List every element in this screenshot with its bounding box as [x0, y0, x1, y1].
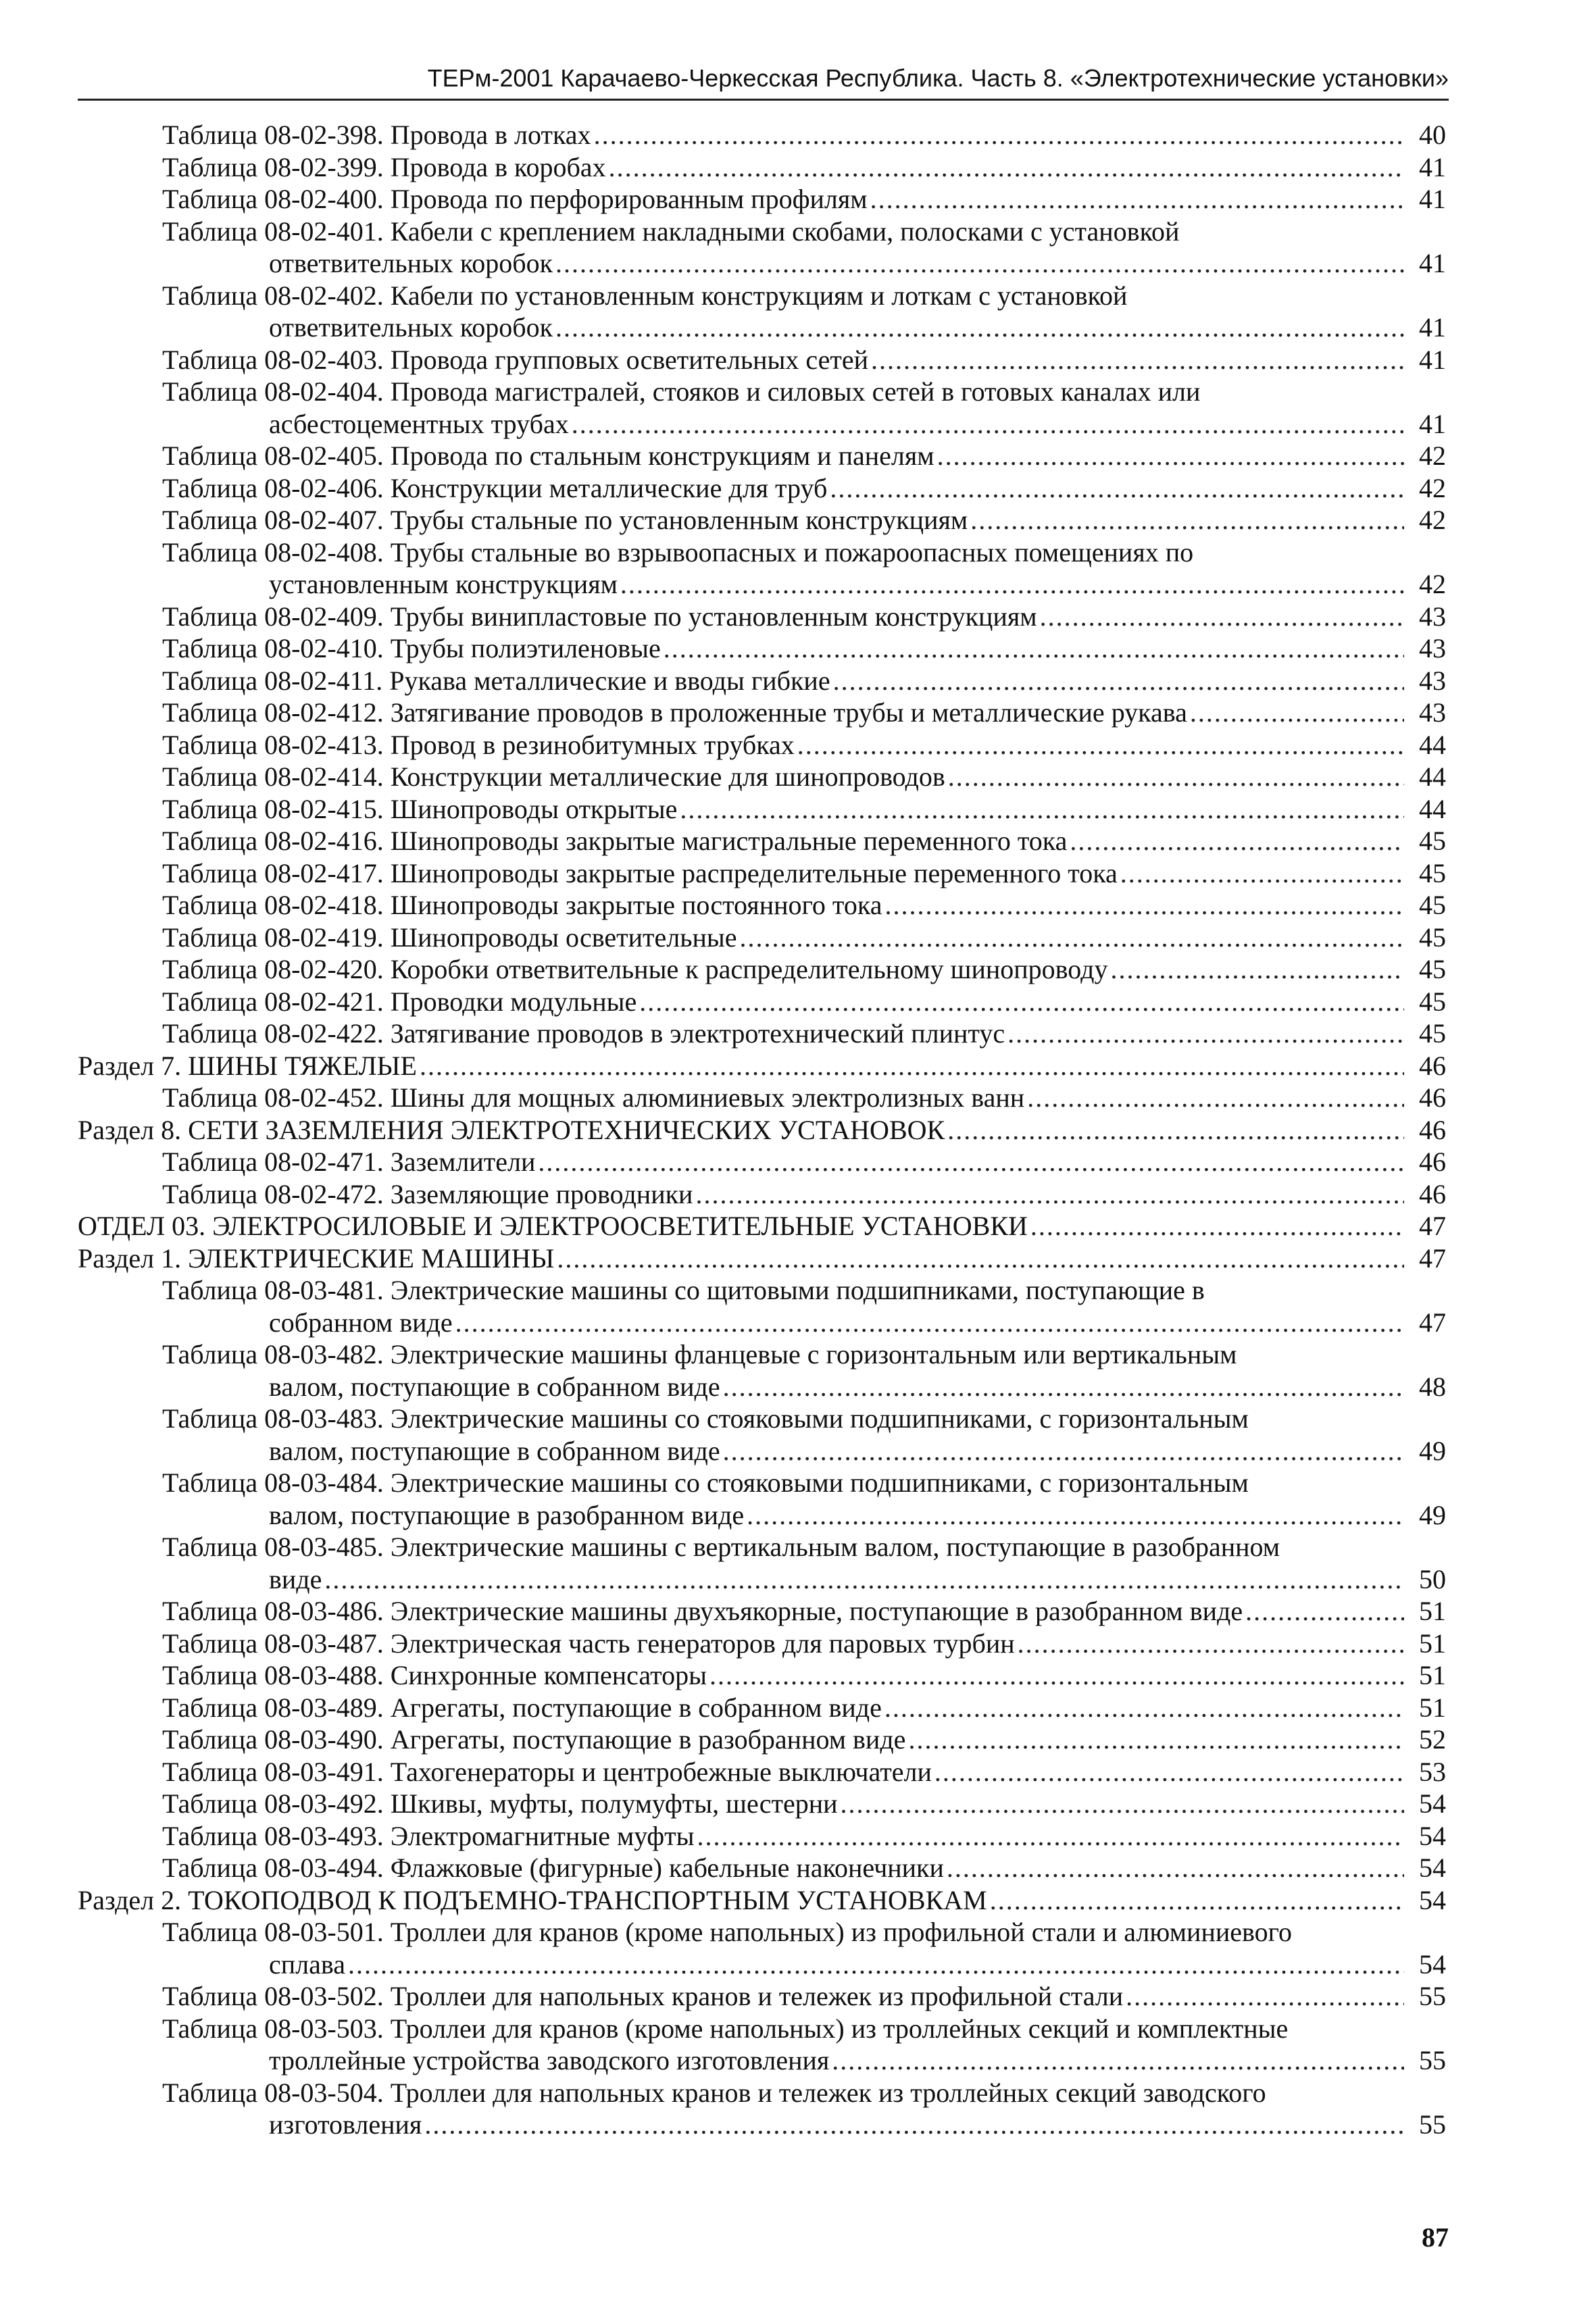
toc-page-number: 44	[1419, 729, 1446, 760]
dot-leader	[1007, 1017, 1404, 1050]
dot-leader	[697, 1820, 1404, 1853]
toc-entry-title: изготовления	[269, 2109, 424, 2141]
toc-entry-line	[162, 986, 1446, 1018]
toc-entry-line	[162, 1403, 1446, 1435]
toc-entry	[78, 1467, 1446, 1531]
toc-entry-title: Таблица 08-02-414. Конструкции металлические для шинопроводов	[162, 761, 948, 793]
toc-page-number: 49	[1419, 1435, 1446, 1466]
toc-page-number: 41	[1419, 248, 1446, 278]
toc-entry-title: Таблица 08-02-399. Провода в коробах	[162, 151, 609, 184]
toc-page-number: 45	[1419, 954, 1446, 984]
dot-leader	[990, 1884, 1404, 1917]
toc-entry-title: Таблица 08-03-487. Электрическая часть генераторов для паровых турбин	[162, 1628, 1018, 1660]
toc-entry-line	[162, 568, 1446, 601]
toc-page-number: 43	[1419, 633, 1446, 663]
toc-page-number: 51	[1419, 1596, 1446, 1626]
toc-entry-line	[162, 601, 1446, 633]
toc-entry-title: Таблица 08-03-489. Агрегаты, поступающие в собранном виде	[162, 1692, 884, 1724]
toc-page-number: 42	[1419, 441, 1446, 471]
toc-entry-line	[162, 2109, 1446, 2141]
toc-entry-title: Таблица 08-03-486. Электрические машины двухъякорные, поступающие в разобранном виде	[162, 1595, 1245, 1628]
toc-entry-title: Таблица 08-02-417. Шинопроводы закрытые распределительные переменного тока	[162, 857, 1120, 890]
dot-leader	[1040, 601, 1404, 633]
toc-entry	[78, 1017, 1446, 1050]
toc-entry-line	[162, 1082, 1446, 1114]
toc-entry-line	[162, 825, 1446, 857]
toc-entry-title: Таблица 08-03-494. Флажковые (фигурные) кабельные наконечники	[162, 1852, 947, 1884]
toc-page-number: 45	[1419, 890, 1446, 920]
toc-entry	[78, 1659, 1446, 1692]
toc-entry-line	[162, 344, 1446, 376]
toc-entry-title: Таблица 08-02-421. Проводки модульные	[162, 986, 639, 1018]
dot-leader	[740, 922, 1405, 954]
toc-page-number: 45	[1419, 1018, 1446, 1049]
dot-leader	[884, 889, 1404, 922]
toc-entry-line	[162, 1274, 1446, 1307]
toc-entry-title: Таблица 08-02-404. Провода магистралей, стояков и силовых сетей в готовых каналах или	[162, 376, 1201, 407]
toc-entry	[78, 665, 1446, 697]
toc-entry-line	[162, 1724, 1446, 1756]
toc-entry-line	[162, 1628, 1446, 1660]
toc-entry-title: Таблица 08-03-482. Электрические машины фланцевые с горизонтальным или вертикальным	[162, 1339, 1237, 1369]
toc-page-number: 43	[1419, 697, 1446, 728]
toc-entry	[78, 151, 1446, 184]
toc-entry-title: троллейные устройства заводского изготовления	[269, 2044, 832, 2077]
dot-leader	[455, 1307, 1404, 1339]
dot-leader	[557, 1242, 1404, 1275]
toc-entry	[78, 953, 1446, 986]
toc-entry	[78, 761, 1446, 793]
toc-entry-line	[162, 472, 1446, 505]
toc-entry-title: Таблица 08-03-483. Электрические машины со стояковыми подшипниками, с горизонтальным	[162, 1403, 1249, 1434]
toc-page-number: 55	[1419, 2109, 1446, 2140]
toc-entry	[78, 344, 1446, 376]
toc-page-number: 51	[1419, 1692, 1446, 1723]
toc-entry-title: валом, поступающие в собранном виде	[269, 1435, 723, 1467]
toc-entry-title: Таблица 08-02-412. Затягивание проводов в проложенные трубы и металлические рукава	[162, 697, 1190, 729]
toc-entry	[78, 1210, 1446, 1242]
toc-entry	[78, 889, 1446, 922]
toc-entry	[78, 922, 1446, 954]
toc-entry-line	[162, 119, 1446, 151]
dot-leader	[908, 1724, 1404, 1756]
toc-page-number: 51	[1419, 1628, 1446, 1659]
toc-entry-title: Таблица 08-03-493. Электромагнитные муфты	[162, 1820, 697, 1853]
toc-page-number: 53	[1419, 1756, 1446, 1787]
toc-entry-line	[162, 408, 1446, 441]
toc-entry	[78, 1595, 1446, 1628]
toc-entry-title: Таблица 08-02-408. Трубы стальные во взрывоопасных и пожароопасных помещениях по	[162, 536, 1194, 568]
toc-entry	[78, 2013, 1446, 2077]
dot-leader	[723, 1435, 1404, 1467]
toc-entry-line	[162, 1756, 1446, 1788]
toc-page-number: 46	[1419, 1114, 1446, 1145]
toc-page-number: 46	[1419, 1147, 1446, 1177]
dot-leader	[948, 761, 1404, 793]
dot-leader	[424, 2109, 1404, 2141]
toc-entry-line	[162, 1178, 1446, 1211]
toc-entry-line	[162, 632, 1446, 665]
toc-entry-line	[162, 1531, 1446, 1563]
dot-leader	[937, 440, 1404, 472]
dot-leader	[871, 344, 1404, 376]
toc-entry-line	[162, 1467, 1446, 1499]
dot-leader	[870, 183, 1404, 216]
toc-entry-line	[78, 1242, 1446, 1275]
toc-entry-line	[162, 1980, 1446, 2013]
toc-entry	[78, 1338, 1446, 1403]
toc-entry-line	[162, 1435, 1446, 1467]
toc-entry	[78, 1050, 1446, 1082]
dot-leader	[680, 793, 1404, 826]
toc-page-number: 46	[1419, 1178, 1446, 1209]
toc-entry-title: Таблица 08-02-398. Провода в лотках	[162, 119, 594, 151]
toc-entry	[78, 1628, 1446, 1660]
toc-page-number: 54	[1419, 1788, 1446, 1819]
dot-leader	[747, 1499, 1404, 1532]
toc-entry	[78, 1980, 1446, 2013]
toc-entry	[78, 472, 1446, 505]
toc-entry-line	[162, 1017, 1446, 1050]
toc-entry-title: Таблица 08-03-491. Тахогенераторы и центробежные выключатели	[162, 1756, 934, 1788]
toc-entry-line	[162, 280, 1446, 312]
toc-page-number: 47	[1419, 1307, 1446, 1338]
toc-entry-title: Раздел 7. ШИНЫ ТЯЖЕЛЫЕ	[78, 1050, 420, 1082]
toc-entry-line	[162, 1659, 1446, 1692]
toc-page-number: 43	[1419, 665, 1446, 696]
toc-entry-line	[78, 1114, 1446, 1147]
toc-entry	[78, 183, 1446, 216]
toc-page-number: 47	[1419, 1242, 1446, 1274]
dot-leader	[830, 472, 1404, 505]
toc-entry	[78, 1274, 1446, 1338]
dot-leader	[709, 1659, 1404, 1692]
dot-leader	[1070, 825, 1404, 857]
toc-entry-title: Таблица 08-02-452. Шины для мощных алюминиевых электролизных ванн	[162, 1082, 1027, 1114]
toc-entry-line	[162, 729, 1446, 761]
toc-entry-line	[162, 1307, 1446, 1339]
dot-leader	[797, 729, 1404, 761]
page-number: 87	[1422, 2222, 1449, 2253]
toc-entry-title: ответвительных коробок	[269, 311, 555, 344]
toc-page-number: 44	[1419, 793, 1446, 824]
toc-entry-title: Раздел 8. СЕТИ ЗАЗЕМЛЕНИЯ ЭЛЕКТРОТЕХНИЧЕСКИХ УСТАНОВОК	[78, 1114, 947, 1147]
dot-leader	[1030, 1210, 1404, 1242]
toc-entry-line	[162, 2044, 1446, 2077]
toc-entry-line	[162, 857, 1446, 890]
dot-leader	[348, 1948, 1404, 1981]
toc-entry-title: Таблица 08-03-490. Агрегаты, поступающие в разобранном виде	[162, 1724, 908, 1756]
dot-leader	[1018, 1628, 1404, 1660]
table-of-contents	[78, 119, 1446, 2141]
toc-entry-title: Таблица 08-02-413. Провод в резинобитумных трубках	[162, 729, 797, 761]
toc-entry-line	[162, 247, 1446, 280]
toc-entry	[78, 697, 1446, 729]
toc-entry	[78, 1146, 1446, 1178]
toc-entry-line	[78, 1050, 1446, 1082]
toc-page-number: 46	[1419, 1082, 1446, 1113]
toc-entry	[78, 601, 1446, 633]
toc-page-number: 42	[1419, 505, 1446, 535]
toc-entry-title: Таблица 08-02-406. Конструкции металлические для труб	[162, 472, 830, 505]
toc-entry-line	[162, 697, 1446, 729]
toc-page-number: 46	[1419, 1050, 1446, 1081]
toc-entry-line	[162, 1788, 1446, 1820]
toc-entry-title: Таблица 08-02-420. Коробки ответвительные к распределительному шинопроводу	[162, 953, 1110, 986]
toc-entry	[78, 729, 1446, 761]
toc-entry	[78, 1692, 1446, 1724]
toc-entry-line	[162, 151, 1446, 184]
dot-leader	[832, 2044, 1404, 2077]
toc-entry-title: валом, поступающие в собранном виде	[269, 1371, 723, 1403]
toc-entry-line	[162, 311, 1446, 344]
toc-entry-title: Раздел 1. ЭЛЕКТРИЧЕСКИЕ МАШИНЫ	[78, 1242, 557, 1275]
toc-entry-title: собранном виде	[269, 1307, 455, 1339]
toc-entry	[78, 1788, 1446, 1820]
toc-entry	[78, 1403, 1446, 1467]
toc-entry	[78, 1082, 1446, 1114]
toc-entry	[78, 1242, 1446, 1275]
dot-leader	[947, 1114, 1404, 1147]
toc-entry-title: Таблица 08-02-419. Шинопроводы осветительные	[162, 922, 740, 954]
running-title: ТЕРм-2001 Карачаево-Черкесская Республика. Часть 8. «Электротехнические установки»	[427, 64, 1449, 92]
toc-entry	[78, 504, 1446, 536]
dot-leader	[947, 1852, 1404, 1884]
toc-page-number: 52	[1419, 1724, 1446, 1755]
toc-entry-line	[162, 2077, 1446, 2109]
toc-entry	[78, 1852, 1446, 1884]
toc-entry	[78, 216, 1446, 280]
dot-leader	[555, 247, 1404, 280]
toc-page-number: 48	[1419, 1371, 1446, 1402]
toc-entry-line	[162, 1338, 1446, 1371]
toc-entry-line	[162, 953, 1446, 986]
toc-entry-title: Таблица 08-02-401. Кабели с креплением накладными скобами, полосками с установкой	[162, 216, 1180, 247]
toc-entry-title: установленным конструкциям	[269, 568, 620, 601]
toc-entry-title: Таблица 08-02-418. Шинопроводы закрытые постоянного тока	[162, 889, 884, 922]
dot-leader	[833, 665, 1404, 697]
dot-leader	[324, 1563, 1404, 1596]
toc-entry	[78, 857, 1446, 890]
toc-entry-title: ОТДЕЛ 03. ЭЛЕКТРОСИЛОВЫЕ И ЭЛЕКТРООСВЕТИТЕЛЬНЫЕ УСТАНОВКИ	[78, 1210, 1030, 1242]
dot-leader	[841, 1788, 1404, 1820]
dot-leader	[1027, 1082, 1404, 1114]
toc-entry-title: Таблица 08-03-485. Электрические машины с вертикальным валом, поступающие в разобранном	[162, 1532, 1280, 1562]
toc-entry-title: Таблица 08-02-415. Шинопроводы открытые	[162, 793, 680, 826]
toc-entry-title: Таблица 08-02-409. Трубы винипластовые по установленным конструкциям	[162, 601, 1040, 633]
toc-entry-title: Таблица 08-02-472. Заземляющие проводники	[162, 1178, 695, 1211]
toc-page-number: 45	[1419, 922, 1446, 953]
toc-page-number: 55	[1419, 1981, 1446, 2011]
toc-entry-line	[162, 1563, 1446, 1596]
toc-entry-title: Таблица 08-02-405. Провода по стальным конструкциям и панелям	[162, 440, 937, 472]
toc-page-number: 55	[1419, 2045, 1446, 2076]
toc-entry	[78, 793, 1446, 826]
dot-leader	[695, 1178, 1404, 1211]
dot-leader	[1110, 953, 1404, 986]
toc-entry-line	[162, 1146, 1446, 1178]
toc-entry-title: асбестоцементных трубах	[269, 408, 572, 441]
toc-entry-title: Таблица 08-03-481. Электрические машины со щитовыми подшипниками, поступающие в	[162, 1275, 1205, 1305]
toc-entry-line	[162, 665, 1446, 697]
toc-entry-title: Таблица 08-02-402. Кабели по установленным конструкциям и лоткам с установкой	[162, 280, 1128, 311]
toc-page-number: 44	[1419, 761, 1446, 792]
toc-entry	[78, 1178, 1446, 1211]
dot-leader	[664, 632, 1404, 665]
toc-page-number: 47	[1419, 1211, 1446, 1241]
toc-entry	[78, 1884, 1446, 1917]
toc-page-number: 41	[1419, 408, 1446, 439]
toc-entry-title: Таблица 08-02-403. Провода групповых осветительных сетей	[162, 344, 871, 376]
dot-leader	[1126, 1980, 1404, 2013]
toc-entry-line	[162, 761, 1446, 793]
toc-entry	[78, 1724, 1446, 1756]
dot-leader	[572, 408, 1404, 441]
toc-entry-title: Таблица 08-03-484. Электрические машины со стояковыми подшипниками, с горизонтальным	[162, 1467, 1249, 1498]
toc-entry-title: Таблица 08-03-503. Троллеи для кранов (кроме напольных) из троллейных секций и комплектные	[162, 2013, 1289, 2044]
dot-leader	[723, 1371, 1404, 1403]
dot-leader	[639, 986, 1404, 1018]
toc-page-number: 45	[1419, 826, 1446, 856]
toc-entry	[78, 986, 1446, 1018]
dot-leader	[538, 1146, 1404, 1178]
toc-entry-title: валом, поступающие в разобранном виде	[269, 1499, 747, 1532]
toc-page-number: 54	[1419, 1820, 1446, 1851]
toc-page-number: 45	[1419, 857, 1446, 888]
toc-page-number: 42	[1419, 569, 1446, 599]
toc-entry-line	[162, 2013, 1446, 2045]
toc-page-number: 49	[1419, 1499, 1446, 1530]
toc-page-number: 54	[1419, 1853, 1446, 1883]
toc-entry	[78, 440, 1446, 472]
toc-entry	[78, 1531, 1446, 1595]
toc-page-number: 41	[1419, 184, 1446, 214]
toc-entry-title: Таблица 08-02-411. Рукава металлические и вводы гибкие	[162, 665, 833, 697]
toc-entry	[78, 1916, 1446, 1980]
toc-entry-title: Таблица 08-02-416. Шинопроводы закрытые магистральные переменного тока	[162, 825, 1070, 857]
toc-entry-title: ответвительных коробок	[269, 247, 555, 280]
toc-entry	[78, 536, 1446, 601]
toc-entry-line	[78, 1210, 1446, 1242]
dot-leader	[420, 1050, 1404, 1082]
toc-entry	[78, 119, 1446, 151]
toc-page-number: 54	[1419, 1884, 1446, 1915]
toc-entry-line	[162, 376, 1446, 408]
toc-entry-line	[78, 1884, 1446, 1917]
dot-leader	[1190, 697, 1404, 729]
toc-entry	[78, 2077, 1446, 2141]
toc-page-number: 50	[1419, 1563, 1446, 1594]
toc-entry-line	[162, 183, 1446, 216]
toc-entry-line	[162, 440, 1446, 472]
toc-entry-line	[162, 889, 1446, 922]
toc-entry	[78, 1756, 1446, 1788]
toc-entry-title: Таблица 08-03-492. Шкивы, муфты, полумуфты, шестерни	[162, 1788, 841, 1820]
toc-entry-title: Таблица 08-03-504. Троллеи для напольных кранов и тележек из троллейных секций заводского	[162, 2077, 1266, 2108]
toc-entry-line	[162, 1948, 1446, 1981]
toc-entry-title: сплава	[269, 1948, 348, 1981]
toc-entry	[78, 825, 1446, 857]
toc-entry-line	[162, 504, 1446, 536]
toc-entry-title: Таблица 08-02-400. Провода по перфорированным профилям	[162, 183, 870, 216]
toc-entry-title: Таблица 08-02-422. Затягивание проводов в электротехнический плинтус	[162, 1017, 1007, 1050]
toc-entry	[78, 632, 1446, 665]
toc-entry-line	[162, 1852, 1446, 1884]
toc-entry-line	[162, 793, 1446, 826]
toc-page-number: 54	[1419, 1948, 1446, 1980]
toc-entry-line	[162, 1916, 1446, 1948]
toc-entry-title: Таблица 08-03-488. Синхронные компенсаторы	[162, 1659, 709, 1692]
toc-entry-line	[162, 536, 1446, 569]
running-header	[78, 58, 1449, 101]
toc-entry-line	[162, 1692, 1446, 1724]
toc-entry-line	[162, 1499, 1446, 1532]
dot-leader	[555, 311, 1404, 344]
dot-leader	[609, 151, 1404, 184]
toc-entry	[78, 1820, 1446, 1853]
toc-entry-line	[162, 1371, 1446, 1403]
toc-entry-line	[162, 216, 1446, 248]
toc-entry-line	[162, 922, 1446, 954]
toc-entry-title: Таблица 08-03-502. Троллеи для напольных кранов и тележек из профильной стали	[162, 1980, 1126, 2013]
toc-entry-title: виде	[269, 1563, 324, 1596]
toc-page-number: 51	[1419, 1660, 1446, 1690]
toc-page-number: 41	[1419, 151, 1446, 182]
toc-page-number: 40	[1419, 120, 1446, 150]
dot-leader	[934, 1756, 1404, 1788]
toc-entry-line	[162, 1820, 1446, 1853]
dot-leader	[620, 568, 1404, 601]
toc-entry-title: Таблица 08-02-407. Трубы стальные по установленным конструкциям	[162, 504, 970, 536]
toc-page-number: 42	[1419, 472, 1446, 503]
toc-page-number: 45	[1419, 986, 1446, 1017]
toc-entry-title: Таблица 08-02-471. Заземлители	[162, 1146, 538, 1178]
toc-page-number: 41	[1419, 312, 1446, 343]
toc-entry	[78, 1114, 1446, 1147]
dot-leader	[970, 504, 1404, 536]
toc-entry-title: Таблица 08-03-501. Троллеи для кранов (кроме напольных) из профильной стали и алюминиевого	[162, 1917, 1293, 1947]
toc-entry-line	[162, 1595, 1446, 1628]
dot-leader	[884, 1692, 1404, 1724]
toc-page-number: 43	[1419, 601, 1446, 632]
dot-leader	[1245, 1595, 1404, 1628]
dot-leader	[594, 119, 1404, 151]
toc-entry	[78, 376, 1446, 440]
toc-page-number: 41	[1419, 344, 1446, 375]
toc-entry-title: Таблица 08-02-410. Трубы полиэтиленовые	[162, 632, 664, 665]
toc-entry	[78, 280, 1446, 344]
dot-leader	[1120, 857, 1404, 890]
toc-entry-title: Раздел 2. ТОКОПОДВОД К ПОДЪЕМНО-ТРАНСПОРТНЫМ УСТАНОВКАМ	[78, 1884, 990, 1917]
